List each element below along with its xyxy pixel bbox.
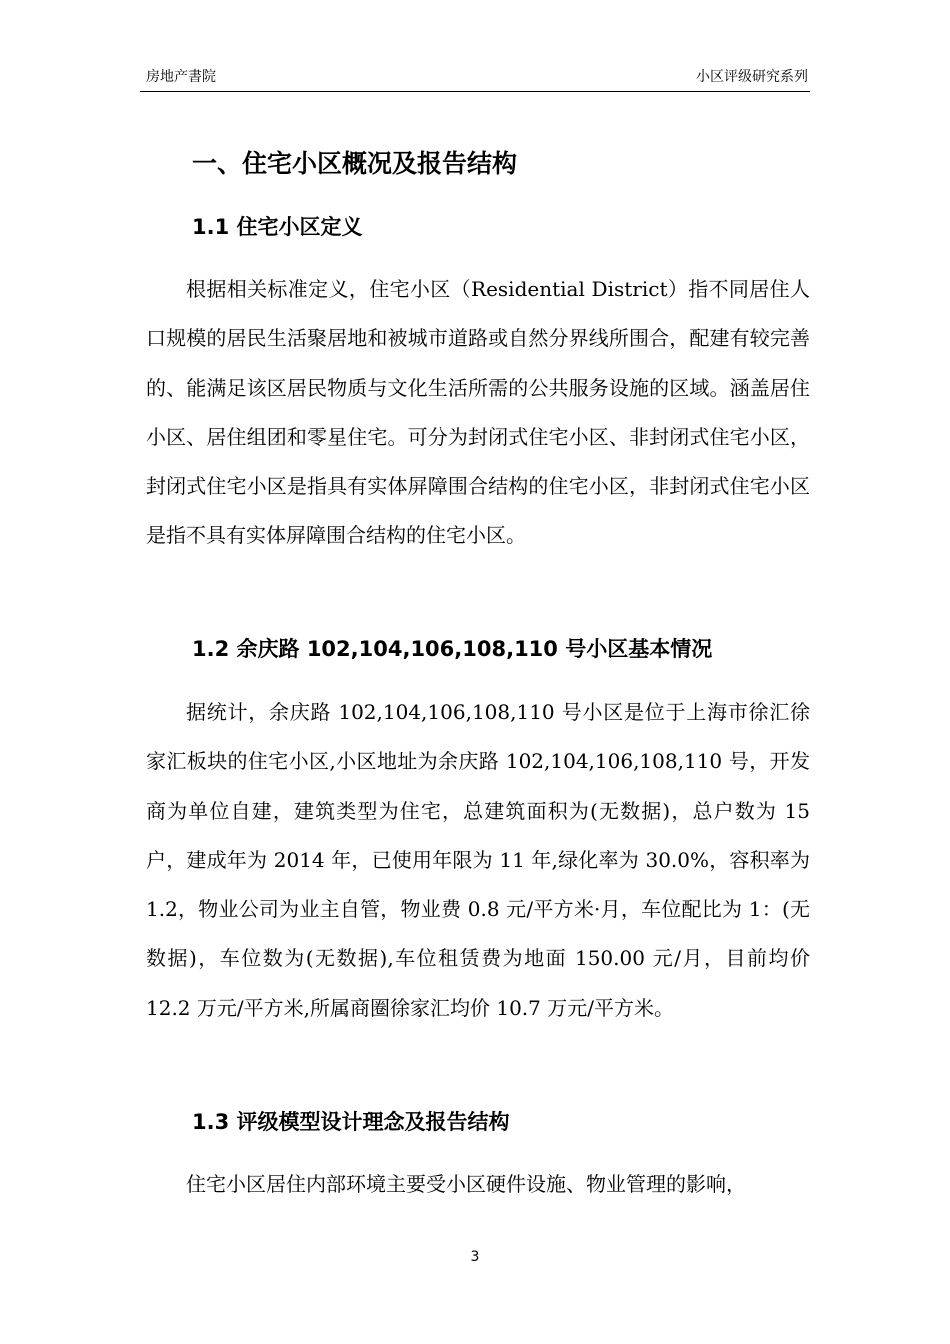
header-divider [140, 91, 810, 92]
running-header [146, 66, 808, 88]
rating-model-paragraph: 住宅小区居住内部环境主要受小区硬件设施、物业管理的影响， [186, 1172, 746, 1196]
basic-info-paragraph: 据统计，余庆路 102,104,106,108,110 号小区是位于上海市徐汇徐家汇板块的住宅小区,小区地址为余庆路 102,104,106,108,110 号，开发商为单位自建，建筑类型为住宅，总建筑面积为(无数据)，总户数为 15 户，建成年为 2014 年，已使用年限为 11 年,绿化率为 30.0%，容积率为 1.2，物业公司为业主自管，物业费 0.8 元/平方米·月，车位配比为 1：(无数据)，车位数为(无数据),车位租赁费为地面 150.00 元/月，目前均价 12.2 万元/平方米,所属商圈徐家汇均价 10.7 万元/平方米。 [146, 700, 810, 1020]
header-series-title: 小区评级研究系列 [696, 69, 808, 85]
definition-paragraph: 根据相关标准定义，住宅小区（Residential District）指不同居住人口规模的居民生活聚居地和被城市道路或自然分界线所围合，配建有较完善的、能满足该区居民物质与文化生活所需的公共服务设施的区域。涵盖居住小区、居住组团和零星住宅。可分为封闭式住宅小区、非封闭式住宅小区，封闭式住宅小区是指具有实体屏障围合结构的住宅小区，非封闭式住宅小区是指不具有实体屏障围合结构的住宅小区。 [146, 277, 810, 548]
page-number: 3 [470, 1249, 480, 1265]
section-heading: 一、住宅小区概况及报告结构 [192, 149, 518, 178]
subsection-heading-basic-info: 1.2 余庆路 102,104,106,108,110 号小区基本情况 [192, 637, 713, 661]
subsection-heading-definition: 1.1 住宅小区定义 [192, 215, 363, 239]
header-publisher: 房地产書院 [146, 69, 216, 85]
subsection-heading-rating-model: 1.3 评级模型设计理念及报告结构 [192, 1110, 510, 1134]
